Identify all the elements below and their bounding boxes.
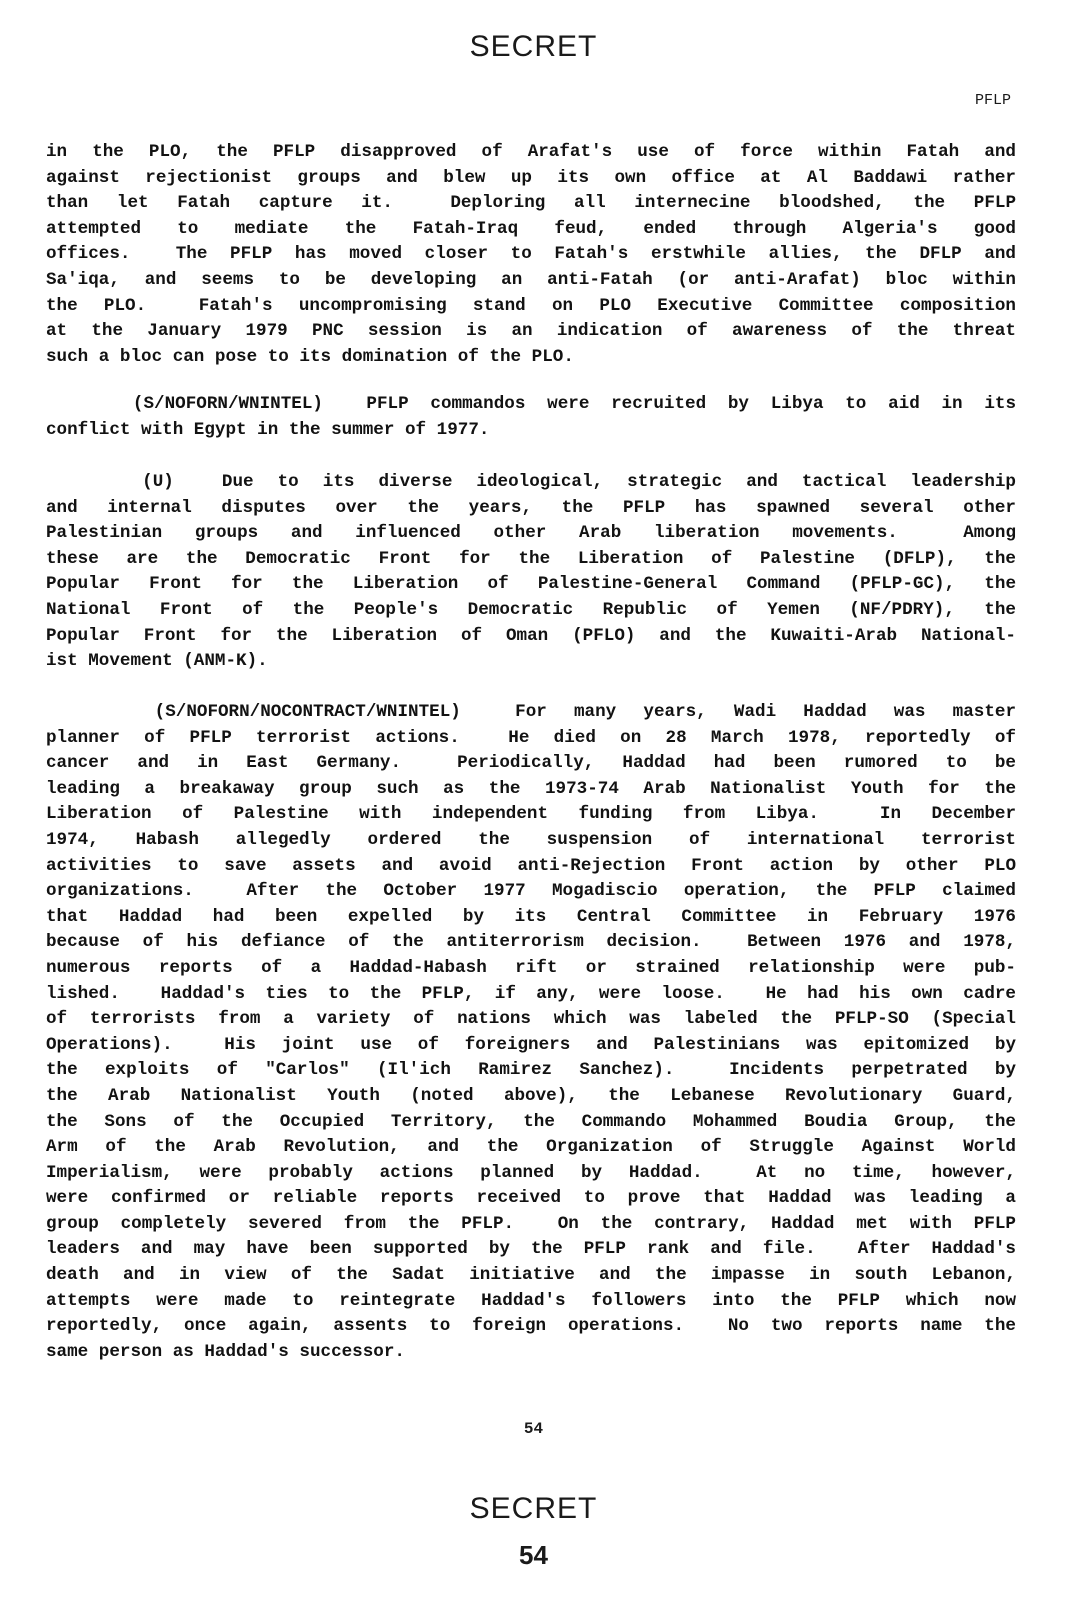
- text-line: the exploits of "Carlos" (Il'ich Ramirez Sanchez). Incidents perpetrated by: [46, 1060, 1016, 1081]
- text-line: numerous reports of a Haddad-Habash rift or strained relationship were pub-: [46, 957, 1016, 978]
- text-line: organizations. After the October 1977 Mogadiscio operation, the PFLP claimed: [46, 881, 1016, 902]
- text-line: Sa'iqa, and seems to be developing an anti-Fatah (or anti-Arafat) bloc within: [46, 269, 1016, 290]
- text-line: the Sons of the Occupied Territory, the Commando Mohammed Boudia Group, the: [46, 1111, 1016, 1132]
- text-line: leading a breakaway group such as the 1973-74 Arab Nationalist Youth for the: [46, 778, 1016, 799]
- text-line: group completely severed from the PFLP. On the contrary, Haddad met with PFLP: [46, 1213, 1016, 1234]
- text-line: Popular Front for the Liberation of Palestine-General Command (PFLP-GC), the: [46, 574, 1016, 595]
- text-line: such a bloc can pose to its domination of the PLO.: [46, 346, 574, 367]
- text-line: National Front of the People's Democratic Republic of Yemen (NF/PDRY), the: [46, 599, 1016, 620]
- text-line: in the PLO, the PFLP disapproved of Arafat's use of force within Fatah and: [46, 142, 1016, 162]
- text-line: the Arab Nationalist Youth (noted above), the Lebanese Revolutionary Guard,: [46, 1085, 1016, 1106]
- text-line: Operations). His joint use of foreigners and Palestinians was epitomized by: [46, 1034, 1016, 1055]
- text-line: death and in view of the Sadat initiative and the impasse in south Lebanon,: [46, 1265, 1016, 1286]
- classification-marking-bottom: SECRET: [469, 1492, 598, 1525]
- text-line: Palestinian groups and influenced other Arab liberation movements. Among: [46, 523, 1016, 544]
- text-line: Popular Front for the Liberation of Oman (PFLO) and the Kuwaiti-Arab National-: [46, 625, 1016, 646]
- text-line: attempted to mediate the Fatah-Iraq feud, ended through Algeria's good: [46, 218, 1016, 239]
- classification-marking-top: SECRET: [469, 30, 598, 63]
- text-line: than let Fatah capture it. Deploring all internecine bloodshed, the PFLP: [46, 193, 1016, 214]
- text-line: conflict with Egypt in the summer of 1977.: [46, 419, 490, 440]
- text-line: 1974, Habash allegedly ordered the suspension of international terrorist: [46, 829, 1016, 850]
- text-line: cancer and in East Germany. Periodically, Haddad had been rumored to be: [46, 753, 1016, 774]
- text-line: because of his defiance of the antiterrorism decision. Between 1976 and 1978,: [46, 932, 1016, 953]
- text-line: these are the Democratic Front for the Liberation of Palestine (DFLP), the: [46, 548, 1016, 569]
- text-line: were confirmed or reliable reports received to prove that Haddad was leading a: [46, 1188, 1016, 1209]
- text-line: and internal disputes over the years, the PFLP has spawned several other: [46, 497, 1016, 518]
- text-line: Imperialism, were probably actions planned by Haddad. At no time, however,: [46, 1162, 1016, 1183]
- paragraph-spawned-groups: [46, 470, 1016, 675]
- text-line: ist Movement (ANM-K).: [46, 651, 268, 672]
- text-line: offices. The PFLP has moved closer to Fatah's erstwhile allies, the DFLP and: [46, 244, 1016, 265]
- text-line: leaders and may have been supported by the PFLP rank and file. After Haddad's: [46, 1239, 1016, 1260]
- text-line: same person as Haddad's successor.: [46, 1341, 405, 1362]
- page-number-footer: 54: [519, 1540, 548, 1570]
- page-number: 54: [523, 1420, 544, 1438]
- text-line: the PLO. Fatah's uncompromising stand on PLO Executive Committee composition: [46, 295, 1016, 316]
- text-line: (S/NOFORN/WNINTEL) PFLP commandos were recruited by Libya to aid in its: [46, 394, 1016, 414]
- text-line: of terrorists from a variety of nations which was labeled the PFLP-SO (Special: [46, 1009, 1016, 1030]
- text-line: attempts were made to reintegrate Haddad's followers into the PFLP which now: [46, 1290, 1016, 1311]
- text-line: at the January 1979 PNC session is an indication of awareness of the threat: [46, 321, 1016, 342]
- text-line: (U) Due to its diverse ideological, strategic and tactical leadership: [46, 472, 1016, 492]
- text-line: Arm of the Arab Revolution, and the Organization of Struggle Against World: [46, 1137, 1016, 1158]
- text-line: planner of PFLP terrorist actions. He died on 28 March 1978, reportedly of: [46, 727, 1016, 748]
- text-line: (S/NOFORN/NOCONTRACT/WNINTEL) For many years, Wadi Haddad was master: [46, 702, 1016, 722]
- text-line: that Haddad had been expelled by its Central Committee in February 1976: [46, 906, 1016, 927]
- document-tag: PFLP: [974, 92, 1011, 109]
- paragraph-wadi-haddad: [46, 700, 1016, 1365]
- paragraph-libya-commandos: [46, 392, 1016, 443]
- text-line: reportedly, once again, assents to foreign operations. No two reports name the: [46, 1316, 1016, 1337]
- text-line: lished. Haddad's ties to the PFLP, if any, were loose. He had his own cadre: [46, 983, 1016, 1004]
- text-line: Liberation of Palestine with independent funding from Libya. In December: [46, 804, 1016, 825]
- text-line: against rejectionist groups and blew up its own office at Al Baddawi rather: [46, 167, 1016, 188]
- paragraph-plo-relations: [46, 140, 1016, 370]
- text-line: activities to save assets and avoid anti-Rejection Front action by other PLO: [46, 855, 1016, 876]
